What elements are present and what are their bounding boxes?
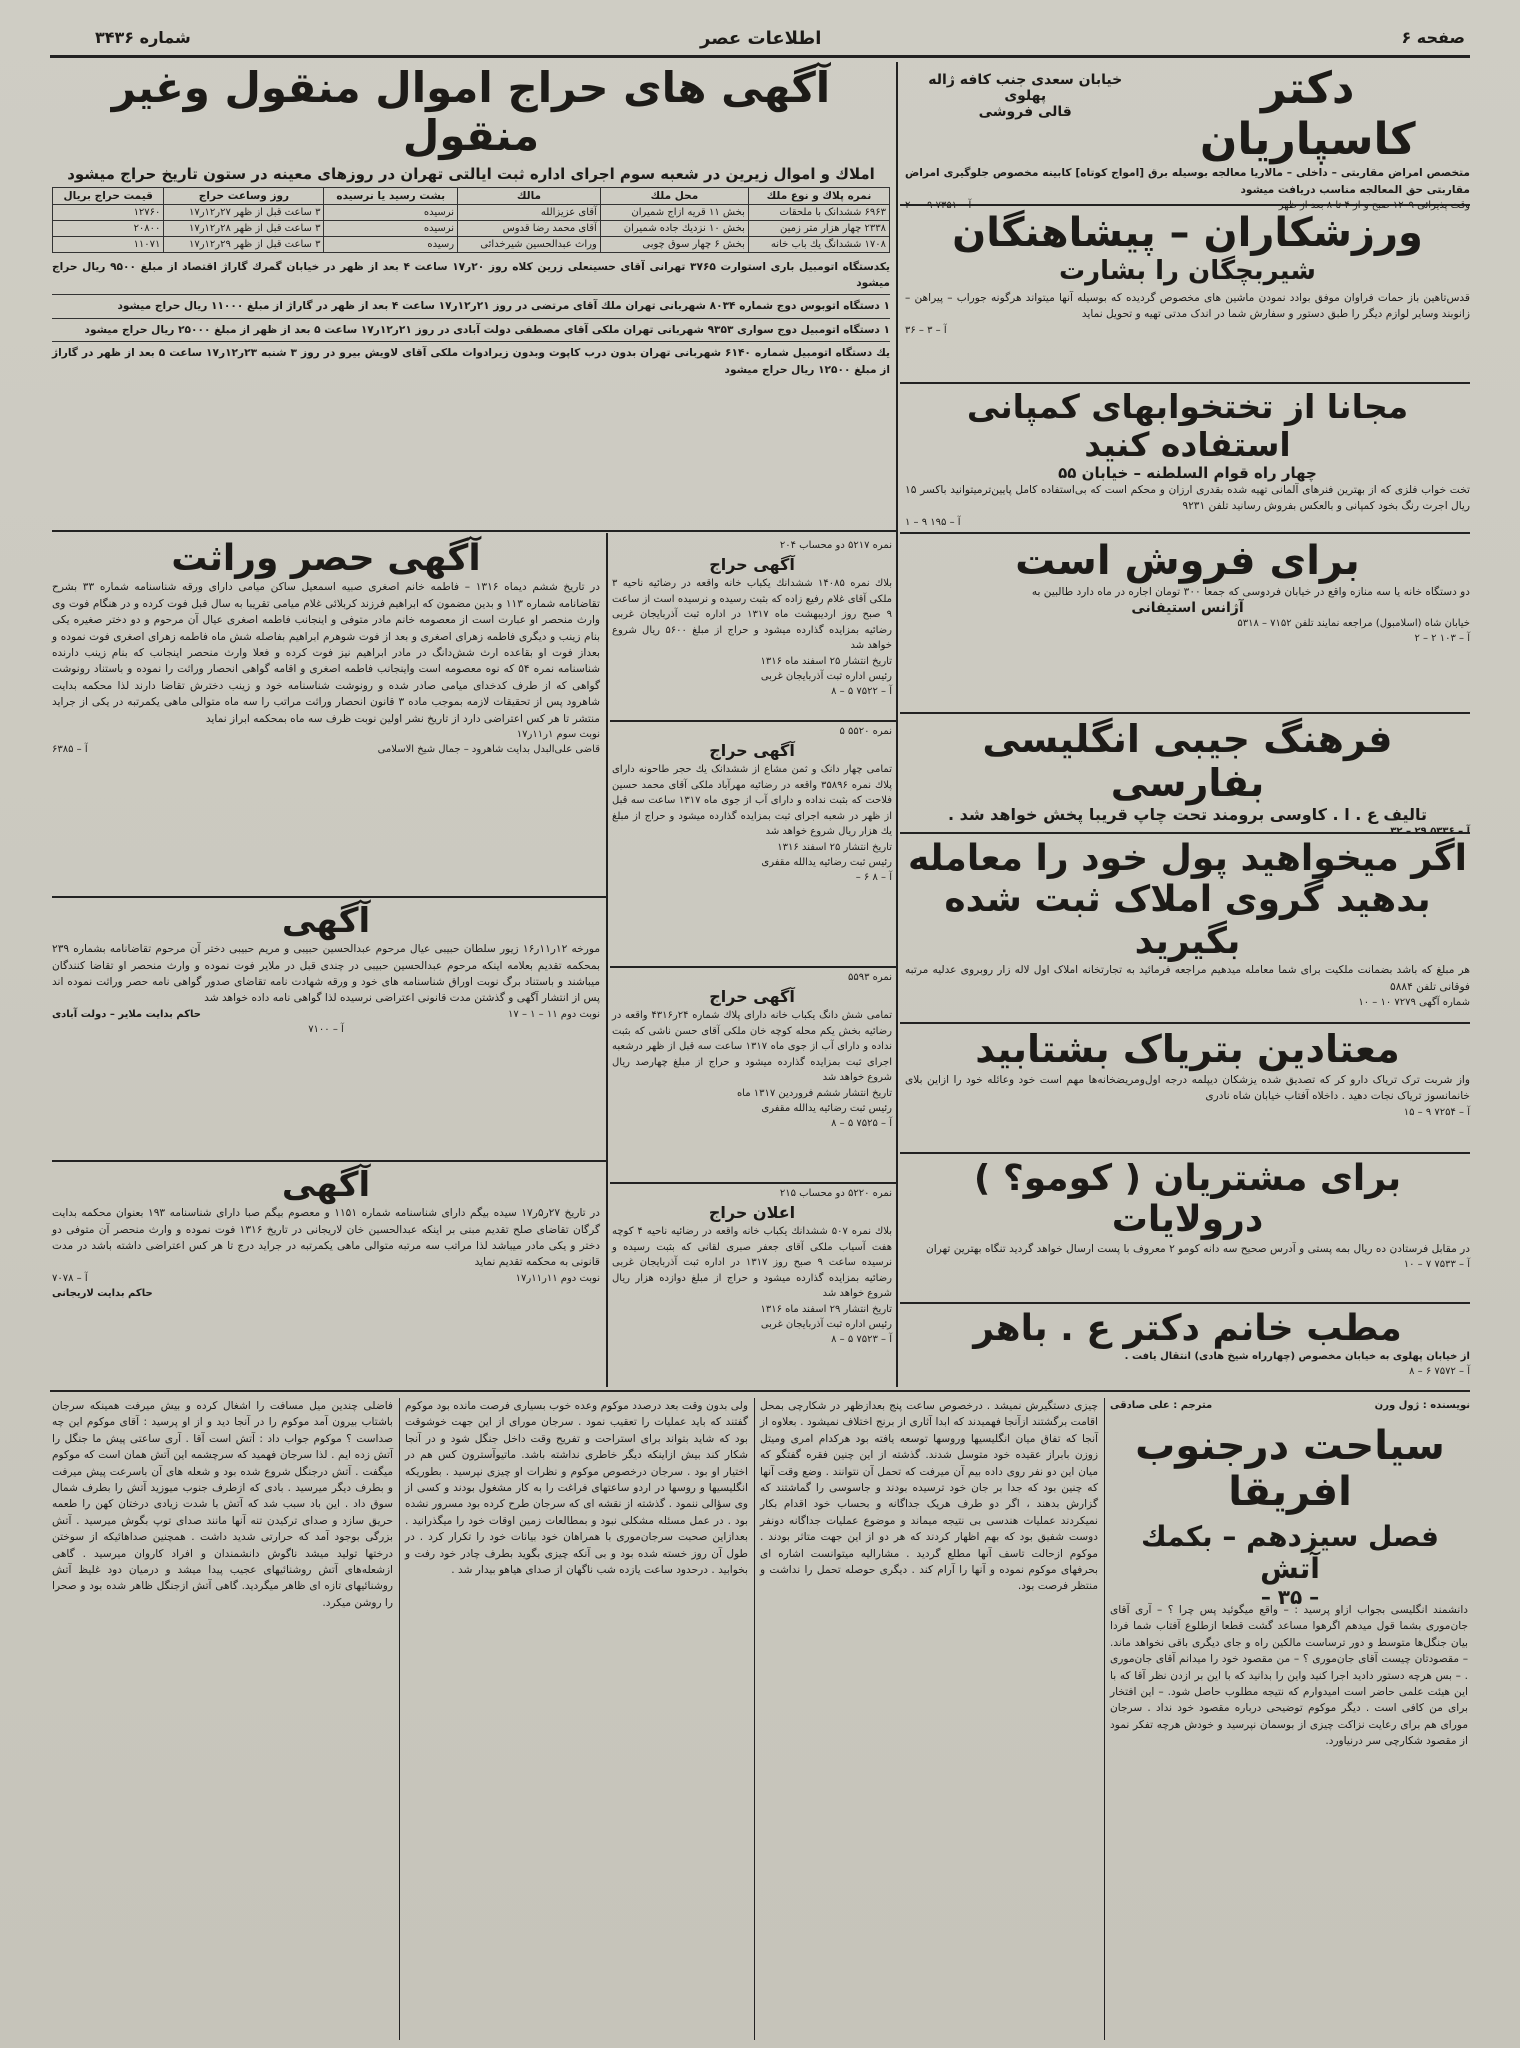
notice-code: آ – ۶۳۸۵ (52, 744, 88, 756)
serial-translator: مترجم : علی صادقی (1110, 1400, 1213, 1411)
serial-title: سیاحت درجنوب افریقا (1135, 1423, 1445, 1515)
vehicle-auction: ۱ دستگاه اتوبوس دوج شماره ۸۰۳۴ شهربانی تهران ملك آقای مرتضی در روز ۲۱ر۱۲ر۱۷ ساعت ۴ بعد از ظهر در گاراژ از مبلغ ۱۱۰۰۰ ریال حراج میشود (117, 300, 890, 313)
ad-customers (905, 1158, 1470, 1298)
ad-title: ورزشکاران – پیشاهنگان (952, 210, 1423, 256)
notice-3 (612, 970, 892, 1180)
ad-divider (900, 1302, 1470, 1304)
notice-code: آ – ۸ ۶ – (855, 871, 892, 883)
notice-2 (612, 724, 892, 964)
col-plate: نمره پلاك و نوع ملك (748, 187, 889, 204)
notice-body: بلاك نمره ۱۴۰۸۵ ششدانك یکباب خانه واقعه در رضائیه ناحیه ۳ ملکی آقای غلام رفیع زاده که بثبت رسیده و نرسیده است از ساعت ۹ صبح روز اردیبهشت ماه ۱۳۱۷ در اداره ثبت آذربایجان غربی رضائیه بمزایده گذارده میشود و حراج از مبلغ ۵۶۰۰ ریال شروع خواهد شد (612, 578, 893, 651)
notice-larijani (52, 1166, 600, 1386)
ad-body: در مقابل فرستادن ده ریال بمه پستی و آدرس صحیح سه دانه کومو ۲ معروف با پست ارسال خواهد گردید تنگاه بهترین تهران (925, 1242, 1470, 1255)
table-row: ۶۹۶۳ ششدانک با ملحقات بخش ۱۱ قریه ازاج شمیران آقای عزیزالله نرسیده ۳ ساعت قبل از ظهر ۲۷ر۱۲ر۱۷ ۱۲۷۶۰ (53, 204, 890, 220)
ad-title: اگر میخواهید پول خود را معامله (908, 838, 1467, 879)
ad-divider (900, 382, 1470, 384)
notice-date: تاریخ انتشار ششم فروردین ۱۳۱۷ ماه (736, 1087, 892, 1099)
ad-body: از خیابان پهلوی به خیابان مخصوص (چهارراه شیخ هادی) انتقال یافت . (1124, 1351, 1470, 1363)
notice-sign: رئیس ثبت رضائیه یدالله مقفری (761, 1102, 892, 1114)
ad-divider (900, 532, 1470, 534)
ad-code: آ – ۷۲۵۴ ۹ – ۱۵ (1403, 1106, 1470, 1118)
notice-body: در تاریخ ۲۷ر۵ر۱۷ سیده بیگم دارای شناسنامه شماره ۱۱۵۱ و معصوم بیگم صبا دارای شناسنامه ۱۹۳ بعنوان محکمه بدایت گرگان تقاضای صلح تقدیم مبنی بر اینکه عبدالحسین خان لاریجانی در تاریخ ۱۳۱۶ فوت نموده و وارث منحصر آن متوفی دو دختر و یکی مادر میباشد لذا مراتب سه مرتبه متوالی ماهی یکمرتبه در جراید درج تا هر کس اعتراضی داشته باشد در مدت قانونی به محکمه تقدیم نماید (52, 1207, 600, 1269)
vehicle-auction: یك دستگاه اتومبیل شماره ۶۱۴۰ شهربانی تهران بدون درب کاپوت وبدون زیرادوات ملکی آقای لاویش بیرو در روز ۳ شنبه ۲۳ر۱۲ر۱۷ ساعت ۵ بعد از ظهر در گاراژ از مبلغ ۱۲۵۰۰ ریال حراج میشود (52, 347, 890, 376)
ad-title-line2: بدهید گروی املاک ثبت شده بگیرید (944, 879, 1431, 962)
notice-date: نوبت سوم ۱ر۱۱ر۱۷ (516, 729, 600, 741)
notice-title: آگهی حصر وراثت (171, 538, 481, 579)
section-rule (50, 1390, 1470, 1392)
serial-number: – ۳۵ – (1260, 1585, 1320, 1610)
ad-code: آ – ۳ – ۳۶ (905, 324, 947, 336)
notice-sign: رئیس اداره ثبت آذربایجان غربی (760, 1318, 892, 1330)
notice-code: آ – ۷۱۰۰ (308, 1023, 344, 1035)
ad-body: واز شربت ترک تریاک دارو کر که تصدیق شده یزشکان دیپلمه درجه اول‌ومریضخانه‌ها مهم است خود وعائله خود را ازاین بلای خانمانسوز تریاک نجات دهید . داخلاه آفتاب خیابان شاه نادری (905, 1073, 1470, 1103)
notice-sign: رئیس اداره ثبت آذربایجان غربی (760, 670, 892, 682)
ad-dictionary (905, 718, 1470, 828)
ad-beds (905, 388, 1470, 528)
notice-code: آ – ۷۵۲۳ ۵ – ۸ (831, 1333, 892, 1345)
notice-title: آگهی (281, 901, 371, 941)
ad-code: آ – ۱۹۵ ۹ – ۱ (905, 516, 961, 528)
header-rule (50, 55, 1470, 58)
auction-section (52, 64, 890, 529)
page-number: صفحه ۶ (1401, 28, 1465, 47)
ad-body: تخت خواب فلزی که از بهترین فنرهای آلمانی تهیه شده بقدری ارزان و محکم است که بی‌استفاده کامل پایین‌ترمیتوانید باکسر ۱۵ ریال اجرت رنگ بخود کمپانی و بالعکس بفروش رسانید تلفن ۹۲۳۱ (905, 483, 1470, 513)
column-divider (606, 533, 608, 1387)
notice-title: آگهی حراج (709, 555, 795, 574)
notice-number: نمره ۵۵۹۳ (848, 972, 892, 983)
ad-body: قدس‌تاهین باز حمات فراوان موفق بوادد نمودن ماشین های مخصوص گردیده که بوسیله آنها میتواند هرگونه جوراب – پیراهن – زانوبند وسایر لوازم دیگر را طبق دستور و سفارش شما در اندک مدتی تهیه و تحویل نماید (905, 292, 1470, 321)
ad-code: شماره آگهی ۷۲۷۹ ۱۰ – ۱۰ (1358, 996, 1470, 1008)
serial-column-4: فاضلی چندین میل مسافت را اشغال کرده و بیش میرفت همینکه سرجان باشتاب بیرون آمد موکوم را در آنجا دید و از او پرسید : آقای موکوم این چه صداست ؟ موکوم جواب داد : آتش است آقا . آری ساعتی پیش ما جنگل را آتش زده ایم . لذا سرجان فهمید که سرچشمه این آتش همان است که موکوم میگفت . آتش درجنگل شروع شده بود و شعله های آن باسرعت پیش میرفت و بطرف دیگر میرسید . بادی که ازطرف جنوب میوزید آتش را بطرف شمال سوق داد . این باد سبب شد که آتش با شدت زیادی درختان کهن را طعمه حریق سازد و صدای ترکیدن تنه آنها مانند صدای توپ بگوش میرسید . آتش بزرگی بوجود آمد که حرارتی شدید داشت . همچنین صداهائیکه از سوختن درختها تولید میشد ناگوش دانشمندان و افراد کاروان میرسید . گاهی ازشعله‌های آتش روشنائیهای عجیب پیدا میشد و درمیان دود غلیظ آتش روشنائیهای تازه ای ظاهر میگردید. گاهی آتش ازجنگل ظاهر شده بود و صحرا را روشن میکرد. (52, 1400, 393, 1609)
table-row: ۲۳۳۸ چهار هزار متر زمین بخش ۱۰ نزدیك جاده شمیران آقای محمد رضا قدوس نرسیده ۳ ساعت قبل از ظهر ۲۸ر۱۲ر۱۷ ۲۰۸۰۰ (53, 220, 890, 236)
ad-body: دو دستگاه خانه یا سه منازه واقع در خیابان فردوسی که جمعا ۳۰۰ تومان اجاره در ماه دارد طالبین به (1031, 586, 1470, 598)
inheritance-notice (52, 538, 600, 893)
column-divider (754, 1398, 755, 2040)
auction-table (52, 187, 890, 253)
newspaper-title: اطلاعات عصر (700, 28, 822, 49)
ad-divider (900, 1152, 1470, 1154)
ad-code: آ – ۷۵۳۳ ۷ – ۱۰ (1403, 1259, 1470, 1271)
ad-divider (52, 896, 606, 898)
notice-body: بلاك نمره ۵۰۷ ششدانك یکباب خانه واقعه در رضائیه ناحیه ۴ کوچه هفت آسیاب ملکی آقای جعفر صبری لقانی که بثبت رسیده و نرسیده ساعت ۹ صبح روز ۱۳۱۷ در اداره ثبت آذربایجان غربی رضائیه بمزایده گذارده میشود و حراج از مبلغ دوازده هزار ریال شروع خواهد شد (612, 1226, 893, 1299)
section-rule (52, 530, 896, 532)
notice-date: تاریخ انتشار ۲۵ اسفند ۱۳۱۶ (777, 841, 892, 853)
column-divider (1104, 1398, 1105, 2040)
notice-code: آ – ۷۰۷۸ (52, 1272, 88, 1284)
serial-header (1110, 1398, 1470, 1610)
vehicle-auction: ۱ دستگاه اتومبیل دوج سواری ۹۳۵۳ شهربانی تهران ملکی آقای مصطفی دولت آبادی در روز ۲۱ر۱۲ر۱۷ ساعت ۵ بعد از ظهر از مبلغ ۲۵۰۰۰ ریال حراج میشود (84, 323, 890, 336)
ad-divider (610, 720, 896, 722)
notice-signer: حاکم بدایت ملایر – دولت آبادی (52, 1008, 202, 1020)
serial-column-3: ولی بدون وقت بعد درصدد موکوم وعده خوب بسیاری فرصت مانده بود موکوم گفتند که باید عملیات را تعقیب نمود . سرجان مورای از این جهت خوشوقت بود که شاید بتواند برای استراحت و تفریح وقت داخل جنگل شود و در آنجا شکار کند بیش ازاینکه دیگر خاطری نداشته باشد. ماتیوآسترون کس هم در اختیار او بود . سرجان درخصوص موکوم و نظرات او چیزی نپرسید . بطوریکه انگلیسیها و روسها در اردو ساعتهای فراغت را به کار مشغول بودند و کسی از وی سؤالی ننمود . گذشته از نقشه ای که سرجان طرح کرده بود مسرور نشده بود . در عمل مسئله مشکلی نبود و بمطالعات زمین اوقات خود را میگذرانید . بعدازاین صحبت سرجان‌موری با همراهان خود بیانات خود را تکرار کرد . در طول آن روز خسته شده بود و بی آنکه چیزی بگوید بطرف چادر خود رفت و بخوابید . درحدود ساعت یازده شب ناگهان از صدای هیاهو بیدار شد . (405, 1400, 748, 1577)
notice-4 (612, 1186, 892, 1386)
ad-addicts (905, 1028, 1470, 1148)
notice-code: آ – ۷۵۲۵ ۵ – ۸ (831, 1117, 892, 1129)
auction-title: آگهی های حراج اموال منقول وغیر منقول (111, 63, 831, 161)
ad-clinic (905, 1308, 1470, 1388)
col-price: قیمت حراج بریال (53, 187, 164, 204)
notice-sign: رئیس ثبت رضائیه یدالله مقفری (761, 856, 892, 868)
ad-title: معتادین بتریاک بشتابید (975, 1027, 1400, 1071)
ad-kasparian (905, 64, 1470, 204)
notice-code: آ – ۷۵۲۲ ۵ – ۸ (831, 685, 892, 697)
notice-number: نمره ۵۵۲۰ ۵ (839, 726, 892, 737)
ad-title: مجانا از تختخوابهای کمپانی استفاده کنید (966, 387, 1409, 464)
ad-divider (610, 966, 896, 968)
ad-line: قالی فروشی (978, 104, 1072, 120)
notice-body: در تاریخ ششم دیماه ۱۳۱۶ – فاطمه خانم اصغری صبیه اسمعیل ساکن میامی دارای ورقه شناسنامه شماره ۳۳ بشرح تقاضانامه شماره ۱۱۳ و بدین مضمون که ابراهیم فرزند کربلائی غلام میامی تقریبا به سال قبل فوت کرده و در هنگام فوت وی وارث منحصر او عبارت است از معصومه خانم مادر متوفی و اینجانب فاطمه اصغری عیال آن مرحوم و دو دختر صغیره یکی بنام زینب و دیگری فاطمه زهرای اصغری و بعد از فوت شوهرم ابراهیم بفاصله شش ماه فاطمه زهرای اصغری فوت نموده و بعداز فوت او بقاعده ارث شش‌دانگ در مادر ابراهیم نیز فوت کرده و فعلا وارث منحصر اینجانب که بنام زینب دارنده شناسنامه نمره ۵۴ که نوه معصومه است واینجانب فاطمه اصغری و اقامه گواهی انحصار وراثت را نموده و باستناد رونوشت گواهی که از طرف کدخدای میامی صادر شده و رونوشت شناسنامه خود و زینب دخترش تقاضا دارند لذا محکمه بدایت شاهرود پس از تحقیقات لازمه بموجب ماده ۳ قانون انحصار وراثت مراتب را سه ماه متوالی ماهی یکمرتبه در یکی از جراید منتشر تا هر کس اعتراضی دارد از تاریخ نشر اولین نوبت ظرف سه ماه بمحکمه ابراز نماید (52, 581, 601, 725)
notice-title: اعلان حراج (708, 1203, 796, 1222)
ad-code: آ – ۱۰۳ ۲ – ۲ (1414, 633, 1470, 645)
issue-number: شماره ۳۴۳۶ (95, 28, 191, 47)
auction-intro: املاك و اموال زیرین در شعبه سوم اجرای اداره ثبت ایالتی تهران در روزهای معینه در ستون تاریخ حراج میشود (67, 164, 875, 183)
notice-signer: حاکم بدایت لاریجانی (52, 1287, 153, 1299)
notice-body: تمامی چهار دانک و ثمن مشاع از ششدانک یك حجر طاحونه دارای پلاك نمره ۳۵۸۹۶ واقعه در رضائیه مهرآباد ملکی آقای محمد حسین فلاحت که بثبت نداده و دارای آب از جوی ماه ۱۳۱۷ ساعت سه قبل از ظهر در شعبه اجرای ثبت بمزایده گذارده میشود و حراج از مبلغ یك هزار ریال شروع خواهد شد (612, 764, 892, 837)
ad-divider (900, 712, 1470, 714)
ad-title: مطب خانم دکتر ع . باهر (973, 1308, 1402, 1349)
notice-date: تاریخ انتشار ۲۹ اسفند ماه ۱۳۱۶ (760, 1303, 892, 1315)
notice-body: مورخه ۱۲ر۱۱ر۱۶ زیور سلطان حبیبی عیال مرحوم عبدالحسین حبیبی و مریم حبیبی دختر آن مرحوم تقاضانامه بشماره ۲۳۹ بمحکمه تقدیم بعلامه اینکه مرحوم عبدالحسین حبیبی در چندی قبل در ملایر فوت نموده و وارث منحصر او تقاضا کنندگان میباشند و باستناد برگ نوبت اوراق شناسنامه های خود و ورقه شهادت نامه تقاضای صدور گواهی نامه حصر وراثت نموده اند پس از انتشار آگهی و گذشتن مدت قانونی اعتراضی نرسیده لذا گواهی نامه داده خواهد شد (52, 943, 600, 1005)
column-divider (896, 62, 898, 1387)
serial-chapter: فصل سیزدهم – بکمك آتش (1141, 1520, 1439, 1586)
col-location: محل ملك (600, 187, 748, 204)
notice-malayer (52, 902, 600, 1157)
ad-divider (900, 832, 1470, 834)
ad-address: چهار راه قوام السلطنه – خیابان ۵۵ (1058, 463, 1317, 482)
notice-title: آگهی (281, 1165, 371, 1205)
ad-title: برای فروش است (1015, 538, 1360, 584)
table-row: ۱۷۰۸ ششدانگ یك باب خانه بخش ۶ چهار سوق چوبی وراث عبدالحسین شیرخدائی رسیده ۳ ساعت قبل از ظهر ۲۹ر۱۲ر۱۷ ۱۱۰۷۱ (53, 236, 890, 252)
ad-address: خیابان سعدی جنب کافه ژاله پهلوی (928, 72, 1123, 104)
vehicle-auction: یکدستگاه اتومبیل باری استوارت ۳۷۶۵ تهرانی آقای حسینعلی زرین کلاه روز ۲۰ر۱۷ ساعت ۴ بعد از ظهر در خیابان گمرك گاراژ اقتصاد از مبلغ ۹۵۰۰ ریال حراج میشود (52, 260, 891, 289)
ad-title: برای مشتریان ( کومو؟ ) درولایات (973, 1158, 1402, 1241)
ad-mortgage (905, 838, 1470, 1018)
serial-column-2: چیزی دستگیرش نمیشد . درخصوص ساعت پنج بعدازظهر در شکارچی بمحل اقامت برگشتند ازآنجا فهمیدند که ابدا آثاری از برنج اختلاف نمیشود . بعلاوه از آنجا که تفاق میان انگلیسیها وروسها توسعه یافته بود هرکدام امری ومیتل زوزن بابراز عقیده خود متوسل شدند. گذشته از این چنین فقره گفتگو که میان این دو نفر روی داده بیم آن میرفت که تحمل آن نتوانند . وضع وقت آنها که چنین بود که جدا بر جان خود ترسیده بودند و جاسوسی را گماشتند که گزارش بدهند ، اگر دو طرف هریک جداگانه و بحساب خود اقدام بکار نمیکردند عملیات هندسی بی نتیجه میماند و موضوع عملیات جداگانه دونفر دوست شفیق بود که بهم اظهار کردند که هر دو از این جهت متاثر بودند . موکوم ازحالت تاسف آنها مطلع گردید . مشارالیه میتوانست اشاره ای بحرفهای موکوم نموده و آنها را آرام کند . دیگری حوصله تحمل را نداشت و منتظر فرصت بود. (760, 1400, 1098, 1593)
ad-body: هر مبلغ که باشد بضمانت ملکیت برای شما معامله میدهیم مراجعه فرمائید به تجارتخانه املاک اول لاله زار روبروی عدلیه مرتبه فوقانی تلفن ۵۸۸۴ (905, 964, 1470, 993)
notice-date: نوبت دوم ۱۱ر۱۱ر۱۷ (515, 1272, 600, 1284)
notice-body: تمامی شش دانگ یکباب خانه دارای پلاك شماره ۲۴ر۴۳۱۶ واقعه در رضائیه بخش یکم محله کوچه خان ملکی آقای حسن ناشی که بثبت نداده و دارای آب از جوی ماه ۱۳۱۷ ساعت سه قبل از ظهر درشعبه اجرای ثبت بمزایده گذارده میشود و حراج از مبلغ چهارصد ریال شروع خواهد شد (612, 1010, 892, 1083)
serial-author: نویسنده : ژول ورن (1374, 1400, 1470, 1411)
notice-1 (612, 538, 892, 718)
notice-title: آگهی حراج (709, 741, 795, 760)
ad-body: تالیف ع . ا . کاوسی برومند تحت چاپ قریبا پخش خواهد شد . (947, 805, 1428, 825)
col-registered: بشت رسید یا نرسیده (324, 187, 458, 204)
ad-for-sale (905, 538, 1470, 708)
col-time: روز وساعت حراج (164, 187, 324, 204)
notice-date: تاریخ انتشار ۲۵ اسفند ماه ۱۳۱۶ (760, 655, 892, 667)
ad-address: خیابان شاه (اسلامبول) مراجعه نمایند تلفن ۷۱۵۲ – ۵۳۱۸ (1237, 618, 1470, 630)
ad-subtitle: شیربچگان را بشارت (1059, 256, 1316, 286)
ad-body: متخصص امراض مقاربتی – داخلی – مالاریا معالجه بوسیله برق [امواج کوتاه] کابینه مخصوص جلوگیری امراض مقاربتی حق المعالجه مناسب دریافت میشود (905, 167, 1470, 196)
notice-signer: قاضی علی‌البدل بدایت شاهرود – جمال شیخ الاسلامی (377, 744, 600, 756)
notice-number: نمره ۵۲۲۰ دو محساب ۲۱۵ (779, 1188, 892, 1199)
notice-title: آگهی حراج (709, 987, 795, 1006)
column-divider (399, 1398, 400, 2040)
ad-divider (610, 1182, 896, 1184)
ad-divider (900, 1022, 1470, 1024)
ad-agency: آژانس استیفانی (1131, 600, 1244, 617)
ad-athletes (905, 210, 1470, 380)
notice-date: نوبت دوم ۱۱ – ۱ – ۱۷ (508, 1008, 600, 1020)
ad-code: آ – ۷۵۷۲ ۶ – ۸ (1409, 1366, 1470, 1378)
ad-title: فرهنگ جیبی انگلیسی بفارسی (982, 717, 1393, 805)
col-owner: مالك (458, 187, 601, 204)
ad-divider (900, 204, 1470, 206)
ad-divider (52, 1160, 606, 1162)
serial-column-1: دانشمند انگلیسی بجواب ازاو پرسید : – واقع میگوئید پس چرا ؟ – آری آقای جان‌موری بشما قول میدهم اگرهوا مساعد گشت قطعا ازطلوع آفتاب شما فردا بیان جنگل‌ها متوسط و دور ترساست مالکین راه و جای دیگری باقی نخواهد ماند. – مقصودتان چیست آقای جان‌موری ؟ – من مقصود خود را میدانم آقای جان‌موری . – بس هرچه دستور دادید اجرا کنید واین را بدانید که با این بر ازدن نظر آقا که با این هیئت علمی حاضر است امیدوارم که نتیجه مطلوب حاصل شود. – این افتخار برای من کافی است . دیگر موکوم توضیحی درباره مقصود خود نداد . سرجان مورای هم برای رعایت نزاکت چیزی از بوسمان نپرسید و خودش هرچه تفکر نمود از مقصود شکارچی سر درنیاورد. (1110, 1604, 1468, 1748)
ad-title: دکتر کاسپاریان (1199, 63, 1416, 165)
notice-number: نمره ۵۲۱۷ دو محساب ۲۰۴ (779, 540, 892, 551)
